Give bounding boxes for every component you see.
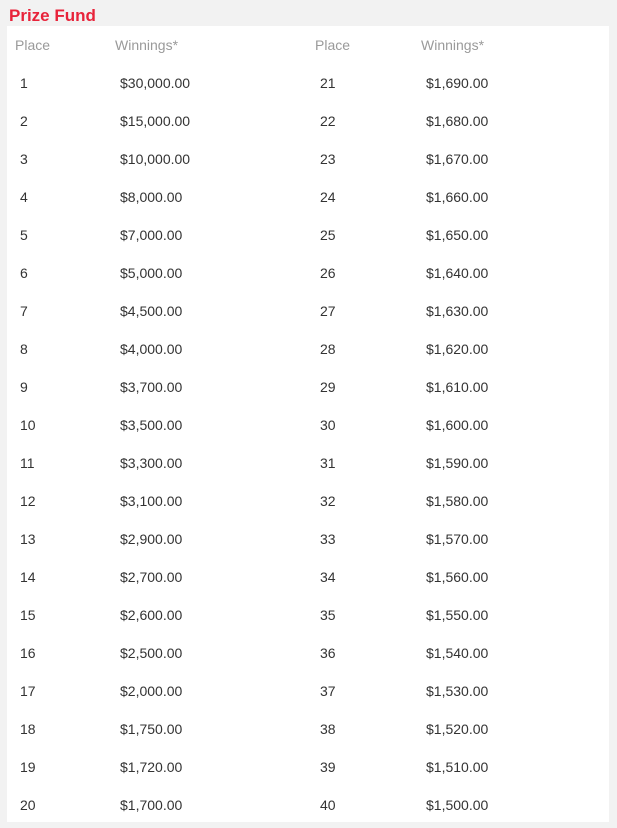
winnings-cell: $1,660.00 — [426, 189, 489, 205]
place-cell: 28 — [320, 341, 336, 357]
prize-table-left-column — [7, 26, 307, 824]
header-place: Place — [15, 37, 51, 53]
place-cell: 4 — [20, 189, 28, 205]
table-row — [307, 634, 607, 672]
place-cell: 20 — [20, 797, 36, 813]
place-cell: 32 — [320, 493, 336, 509]
winnings-cell: $2,900.00 — [120, 531, 183, 547]
winnings-cell: $1,530.00 — [426, 683, 489, 699]
table-row — [7, 330, 307, 368]
place-cell: 18 — [20, 721, 36, 737]
winnings-cell: $1,540.00 — [426, 645, 489, 661]
winnings-cell: $1,690.00 — [426, 75, 489, 91]
place-cell: 27 — [320, 303, 336, 319]
winnings-cell: $1,750.00 — [120, 721, 183, 737]
place-cell: 23 — [320, 151, 336, 167]
place-cell: 5 — [20, 227, 28, 243]
place-cell: 6 — [20, 265, 28, 281]
winnings-cell: $2,000.00 — [120, 683, 183, 699]
table-row — [7, 178, 307, 216]
place-cell: 39 — [320, 759, 336, 775]
place-cell: 19 — [20, 759, 36, 775]
place-cell: 30 — [320, 417, 336, 433]
place-cell: 21 — [320, 75, 336, 91]
winnings-cell: $1,700.00 — [120, 797, 183, 813]
winnings-cell: $1,720.00 — [120, 759, 183, 775]
table-row — [307, 406, 607, 444]
place-cell: 36 — [320, 645, 336, 661]
table-header — [7, 26, 307, 64]
place-cell: 11 — [20, 455, 35, 471]
place-cell: 37 — [320, 683, 336, 699]
place-cell: 29 — [320, 379, 336, 395]
winnings-cell: $2,600.00 — [120, 607, 183, 623]
winnings-cell: $5,000.00 — [120, 265, 183, 281]
place-cell: 15 — [20, 607, 36, 623]
table-row — [307, 444, 607, 482]
table-row — [7, 140, 307, 178]
table-row — [307, 330, 607, 368]
table-row — [7, 254, 307, 292]
winnings-cell: $1,560.00 — [426, 569, 489, 585]
table-row — [307, 140, 607, 178]
table-row — [7, 368, 307, 406]
place-cell: 8 — [20, 341, 28, 357]
place-cell: 35 — [320, 607, 336, 623]
place-cell: 10 — [20, 417, 36, 433]
winnings-cell: $15,000.00 — [120, 113, 191, 129]
winnings-cell: $3,700.00 — [120, 379, 183, 395]
place-cell: 13 — [20, 531, 36, 547]
table-row — [7, 292, 307, 330]
header-winnings: Winnings* — [421, 37, 485, 53]
place-cell: 34 — [320, 569, 336, 585]
table-row — [307, 558, 607, 596]
winnings-cell: $1,580.00 — [426, 493, 489, 509]
winnings-cell: $2,700.00 — [120, 569, 183, 585]
winnings-cell: $1,650.00 — [426, 227, 489, 243]
table-row — [307, 482, 607, 520]
table-row — [7, 710, 307, 748]
header-place: Place — [315, 37, 351, 53]
place-cell: 14 — [20, 569, 36, 585]
place-cell: 7 — [20, 303, 28, 319]
table-row — [307, 292, 607, 330]
place-cell: 17 — [20, 683, 36, 699]
winnings-cell: $3,300.00 — [120, 455, 183, 471]
table-row — [7, 482, 307, 520]
table-row — [7, 786, 307, 824]
winnings-cell: $1,590.00 — [426, 455, 489, 471]
place-cell: 16 — [20, 645, 36, 661]
table-row — [7, 64, 307, 102]
table-row — [7, 748, 307, 786]
winnings-cell: $4,000.00 — [120, 341, 183, 357]
winnings-cell: $8,000.00 — [120, 189, 183, 205]
winnings-cell: $1,670.00 — [426, 151, 489, 167]
table-row — [307, 216, 607, 254]
place-cell: 1 — [20, 75, 28, 91]
place-cell: 38 — [320, 721, 336, 737]
table-row — [307, 64, 607, 102]
table-row — [307, 596, 607, 634]
table-row — [7, 444, 307, 482]
table-row — [7, 596, 307, 634]
winnings-cell: $3,500.00 — [120, 417, 183, 433]
winnings-cell: $4,500.00 — [120, 303, 183, 319]
winnings-cell: $1,550.00 — [426, 607, 489, 623]
place-cell: 24 — [320, 189, 336, 205]
place-cell: 3 — [20, 151, 28, 167]
table-row — [7, 102, 307, 140]
table-row — [307, 672, 607, 710]
winnings-cell: $1,640.00 — [426, 265, 489, 281]
place-cell: 40 — [320, 797, 336, 813]
table-row — [307, 710, 607, 748]
winnings-cell: $1,610.00 — [426, 379, 489, 395]
winnings-cell: $1,680.00 — [426, 113, 489, 129]
winnings-cell: $10,000.00 — [120, 151, 191, 167]
winnings-cell: $1,630.00 — [426, 303, 489, 319]
table-row — [7, 558, 307, 596]
place-cell: 2 — [20, 113, 28, 129]
table-row — [307, 254, 607, 292]
table-row — [7, 634, 307, 672]
table-row — [307, 786, 607, 824]
winnings-cell: $2,500.00 — [120, 645, 183, 661]
winnings-cell: $1,620.00 — [426, 341, 489, 357]
table-row — [307, 520, 607, 558]
place-cell: 33 — [320, 531, 336, 547]
place-cell: 22 — [320, 113, 336, 129]
page-title: Prize Fund — [9, 6, 96, 25]
winnings-cell: $1,600.00 — [426, 417, 489, 433]
table-row — [7, 406, 307, 444]
table-row — [7, 672, 307, 710]
place-cell: 31 — [320, 455, 336, 471]
winnings-cell: $1,570.00 — [426, 531, 489, 547]
prize-fund-table — [7, 26, 609, 822]
table-row — [307, 748, 607, 786]
table-row — [307, 178, 607, 216]
winnings-cell: $3,100.00 — [120, 493, 183, 509]
place-cell: 25 — [320, 227, 336, 243]
winnings-cell: $1,500.00 — [426, 797, 489, 813]
place-cell: 9 — [20, 379, 28, 395]
winnings-cell: $30,000.00 — [120, 75, 191, 91]
table-header — [307, 26, 607, 64]
prize-table-right-column — [307, 26, 607, 824]
table-row — [307, 368, 607, 406]
winnings-cell: $7,000.00 — [120, 227, 183, 243]
place-cell: 26 — [320, 265, 336, 281]
header-winnings: Winnings* — [115, 37, 179, 53]
winnings-cell: $1,510.00 — [426, 759, 489, 775]
winnings-cell: $1,520.00 — [426, 721, 489, 737]
place-cell: 12 — [20, 493, 36, 509]
table-row — [307, 102, 607, 140]
table-row — [7, 520, 307, 558]
table-row — [7, 216, 307, 254]
